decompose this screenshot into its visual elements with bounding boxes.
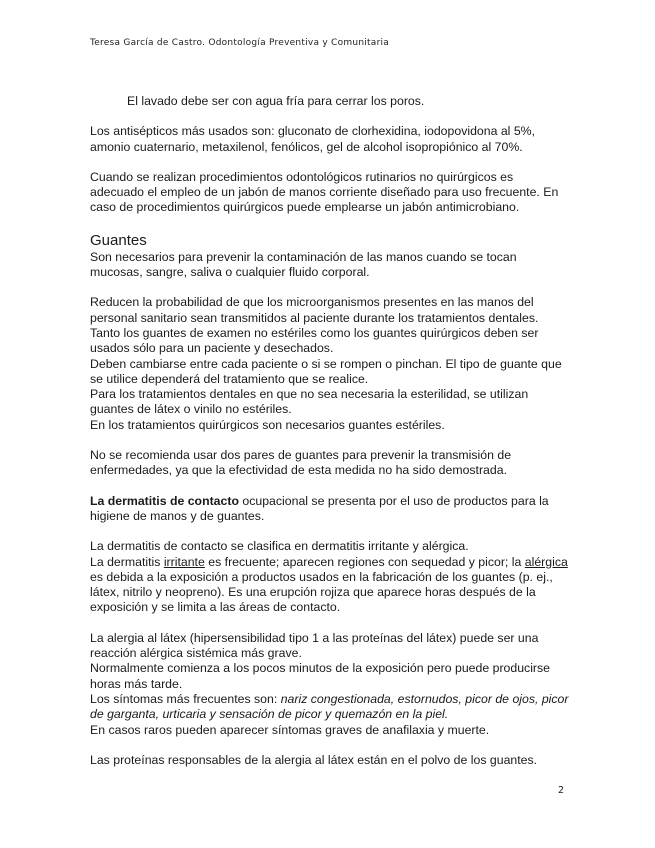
page-number: 2 (558, 785, 565, 796)
paragraph-alergia-latex: La alergia al látex (hipersensibilidad tipo 1 a las proteínas del látex) puede ser una reacción alérgica sistémica más grave. (90, 630, 539, 661)
section-heading-guantes: Guantes (90, 231, 147, 249)
sintomas-intro: Los síntomas más frecuentes son: (90, 691, 281, 706)
paragraph-quirurgicos: En los tratamientos quirúrgicos son necesarios guantes estériles. (90, 417, 445, 432)
paragraph-dermatitis-contacto (90, 494, 570, 525)
paragraph-tanto: Tanto los guantes de examen no estériles como los guantes quirúrgicos deben ser usados sólo para un paciente y desechados. (90, 325, 539, 356)
paragraph-para: Para los tratamientos dentales en que no sea necesaria la esterilidad, se utilizan guantes de látex o vinilo no estériles. (90, 387, 529, 417)
text-segment: es debida a la exposición a productos usados en la fabricación de los guantes (p. ej., látex, nitrilo y neopreno). Es una erupción rojiza que aparece horas después de la exposición y se limita a las áreas de contacto. (90, 569, 553, 615)
paragraph-reducen: Reducen la probabilidad de que los microorganismos presentes en las manos del personal sanitario sean transmitidos al paciente durante los tratamientos dentales. (90, 295, 539, 325)
paragraph-antisepticos: Los antisépticos más usados son: gluconato de clorhexidina, iodopovidona al 5%, amonio cuaternario, metaxilenol, fenólicos, gel de alcohol isopropiónico al 70%. (90, 124, 536, 154)
term-irritante: irritante (163, 554, 205, 569)
paragraph-casos-raros: En casos raros pueden aparecer síntomas graves de anafilaxia y muerte. (90, 722, 490, 737)
document-body (90, 94, 570, 783)
paragraph-lavado: El lavado debe ser con agua fría para cerrar los poros. (127, 94, 425, 108)
paragraph-necesarios: Son necesarios para prevenir la contaminación de las manos cuando se tocan mucosas, sangre, saliva o cualquier fluido corporal. (90, 249, 517, 280)
text-segment: La dermatitis (90, 554, 164, 569)
text-segment: es frecuente; aparecen regiones con sequedad y picor; la (204, 554, 525, 569)
running-header: Teresa García de Castro. Odontología Preventiva y Comunitaria (90, 38, 390, 48)
paragraph-procedimientos: Cuando se realizan procedimientos odontológicos rutinarios no quirúrgicos es adecuado el empleo de un jabón de manos corriente diseñado para uso frecuente. En caso de procedimientos quirúrgicos puede emplearse un jabón antimicrobiano. (90, 169, 559, 215)
term-alergica: alérgica (524, 554, 568, 569)
paragraph-proteinas: Las proteínas responsables de la alergia al látex están en el polvo de los guantes. (90, 752, 538, 767)
paragraph-clasifica: La dermatitis de contacto se clasifica en dermatitis irritante y alérgica. (90, 539, 469, 554)
dermatitis-term: La dermatitis de contacto (90, 493, 239, 508)
paragraph-irritante-alergica (90, 555, 570, 616)
dermatitis-text: ocupacional se presenta por el uso de productos para la higiene de manos y de guantes. (90, 493, 549, 523)
paragraph-no-recomienda: No se recomienda usar dos pares de guantes para prevenir la transmisión de enfermedades, ya que la efectividad de esta medida no ha sido demostrada. (90, 448, 512, 478)
paragraph-deben: Deben cambiarse entre cada paciente o si se rompen o pinchan. El tipo de guante que se utilice dependerá del tratamiento que se realice. (90, 356, 562, 386)
paragraph-sintomas (90, 692, 570, 723)
paragraph-normalmente: Normalmente comienza a los pocos minutos de la exposición pero puede producirse horas más tarde. (90, 661, 551, 691)
sintomas-list: nariz congestionada, estornudos, picor de ojos, picor de garganta, urticaria y sensación de picor y quemazón en la piel. (90, 691, 569, 722)
